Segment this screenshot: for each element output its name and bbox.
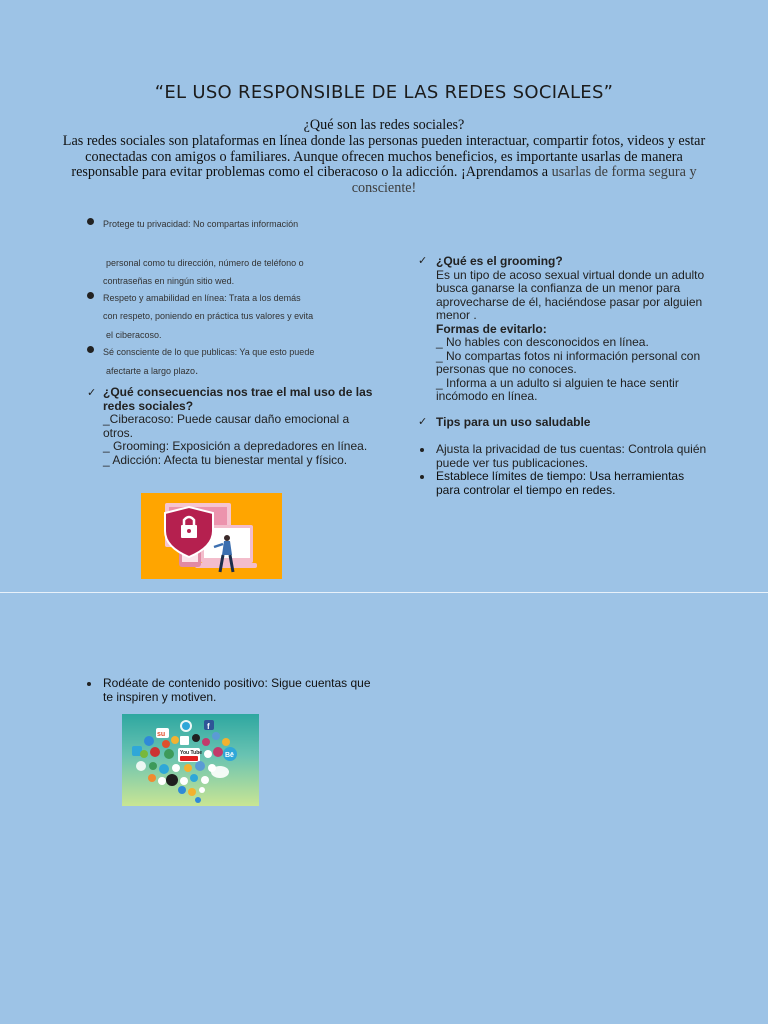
checkmark-icon: ✓ [87,386,97,399]
checkmark-icon: ✓ [418,415,428,428]
social-icons-cloud [122,714,259,806]
grooming-section [436,255,716,404]
privacy-tip: contraseñas en ningún sitio wed. [103,276,235,286]
respect-tip: el ciberacoso. [106,330,162,340]
grooming-text: aprovecharse de él, haciéndose pasar por alguien [436,294,703,309]
grooming-text: menor . [436,308,477,322]
publish-tip: Sé consciente de lo que publicas: Ya que esto puede [103,347,315,357]
page-divider [0,592,768,593]
consequences-heading: ¿Qué consecuencias nos trae el mal uso de las [103,385,373,399]
avoid-heading: Formas de evitarlo: [436,321,547,336]
social-media-illustration [122,714,259,806]
avoid-item: _ No hables con desconocidos en línea. [436,335,649,349]
avoid-item: _ No compartas fotos ni información personal con [436,348,701,363]
intro-line: responsable para evitar problemas como el ciberacoso o la adicción. ¡Aprendamos a usarlas de forma segura y [71,164,697,181]
grooming-text: Es un tipo de acoso sexual virtual donde un adulto [436,267,705,282]
bullet-icon [420,475,424,479]
tips-heading: Tips para un uso saludable [436,415,591,429]
tip-item: Establece límites de tiempo: Usa herramientas para controlar el tiempo en redes. [436,469,685,497]
bullet-icon [87,682,91,686]
respect-tip: con respeto, poniendo en práctica tus valores y evita [103,311,314,321]
consequence-item: otros. [103,425,134,440]
consequence-item: _Ciberacoso: Puede causar daño emocional a [103,412,350,426]
bullet-icon [87,346,94,353]
lock-shield-icon [141,493,282,579]
consequences-section [103,386,383,467]
grooming-text: busca ganarse la confianza de un menor para [436,281,681,295]
privacy-tip: Protege tu privacidad: No compartas información [103,219,299,229]
page-title: “EL USO RESPONSIBLE DE LAS REDES SOCIALES” [154,82,614,103]
tip-item: Ajusta la privacidad de tus cuentas: Controla quién puede ver tus publicaciones. [436,442,707,470]
bullet-icon [87,218,94,225]
intro-line: conectadas con amigos o familiares. Aunque ofrecen muchos beneficios, es importante usarlas de manera [85,148,683,165]
privacy-tip: personal como tu dirección, número de teléfono o [106,258,304,268]
avoid-item: _ Informa a un adulto si alguien te hace sentir [436,375,679,390]
security-illustration [141,493,282,579]
intro-paragraph [60,118,708,197]
avoid-item: personas que no conoces. [436,362,577,376]
respect-tip: Respeto y amabilidad en línea: Trata a los demás [103,293,301,303]
checkmark-icon: ✓ [418,254,428,267]
consequences-heading: redes sociales? [103,398,194,413]
intro-line: Las redes sociales son plataformas en línea donde las personas pueden interactuar, compartir fotos, videos y estar [62,132,706,149]
svg-text:You Tube: You Tube [180,750,203,756]
positive-content-tip: Rodéate de contenido positivo: Sigue cuentas que te inspiren y motiven. [103,676,371,704]
svg-text:su: su [157,731,166,738]
consequence-item: _ Adicción: Afecta tu bienestar mental y físico. [103,452,348,467]
bullet-icon [420,448,424,452]
intro-line: consciente! [351,180,417,197]
svg-text:f: f [207,722,210,731]
consequence-item: _ Grooming: Exposición a depredadores en línea. [103,439,368,453]
intro-question: ¿Qué son las redes sociales? [303,117,465,133]
avoid-item: incómodo en línea. [436,389,538,403]
svg-text:Bē: Bē [225,752,234,759]
grooming-heading: ¿Qué es el grooming? [436,254,563,268]
publish-tip: afectarte a largo plazo. [106,365,199,377]
bullet-icon [87,292,94,299]
